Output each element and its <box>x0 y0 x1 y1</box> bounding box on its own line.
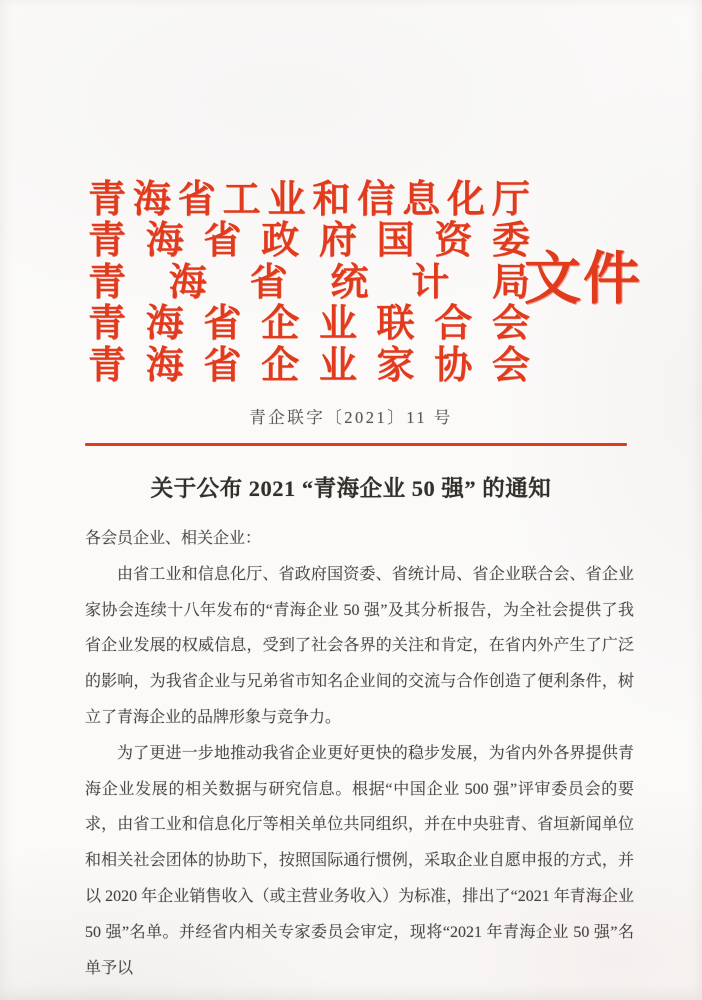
salutation-line: 各会员企业、相关企业： <box>85 530 262 547</box>
letterhead-org-line-4: 青 海 省 企 业 联 合 会 <box>88 303 530 346</box>
letterhead <box>88 179 530 387</box>
paragraph-container <box>85 557 634 987</box>
letterhead-org-lines <box>88 179 530 387</box>
letterhead-org-line-3: 青 海 省 统 计 局 <box>88 261 530 304</box>
red-divider-line <box>85 443 627 446</box>
body-paragraph-2: 为了更进一步地推动我省企业更好更快的稳步发展，为省内外各界提供青海企业发展的相关数据与研究信息。根据“中国企业 500 强”评审委员会的要求，由省工业和信息化厅等相关单位共同组织，并在中央驻青、省垣新闻单位和相关社会团体的协助下，按照国际通行惯例，采取企业自愿申报的方式，并以 2020 年企业销售收入（或主营业务收入）为标准，排出了“2021 年青海企业 50 强”名单。并经省内相关专家委员会审定，现将“2021 年青海企业 50 强”名单予以 <box>85 744 634 977</box>
letterhead-org-line-5: 青 海 省 企 业 家 协 会 <box>88 344 530 387</box>
body-paragraph-1: 由省工业和信息化厅、省政府国资委、省统计局、省企业联合会、省企业家协会连续十八年发布的“青海企业 50 强”及其分析报告，为全社会提供了我省企业发展的权威信息，受到了社会各界的关注和肯定，在省内外产生了广泛的影响，为我省企业与兄弟省市知名企业间的交流与合作创造了便利条件，树立了青海企业的品牌形象与竞争力。 <box>85 565 634 726</box>
document-reference-number: 青企联字〔2021〕11 号 <box>249 408 453 427</box>
letterhead-wenjian-label: 文件 <box>524 248 642 311</box>
letterhead-org-line-2: 青 海 省 政 府 国 资 委 <box>88 220 530 263</box>
document-body <box>85 521 634 986</box>
document-title: 关于公布 2021 “青海企业 50 强” 的通知 <box>150 476 552 501</box>
letterhead-org-line-1: 青 海 省 工 业 和 信 息 化 厅 <box>88 178 530 221</box>
